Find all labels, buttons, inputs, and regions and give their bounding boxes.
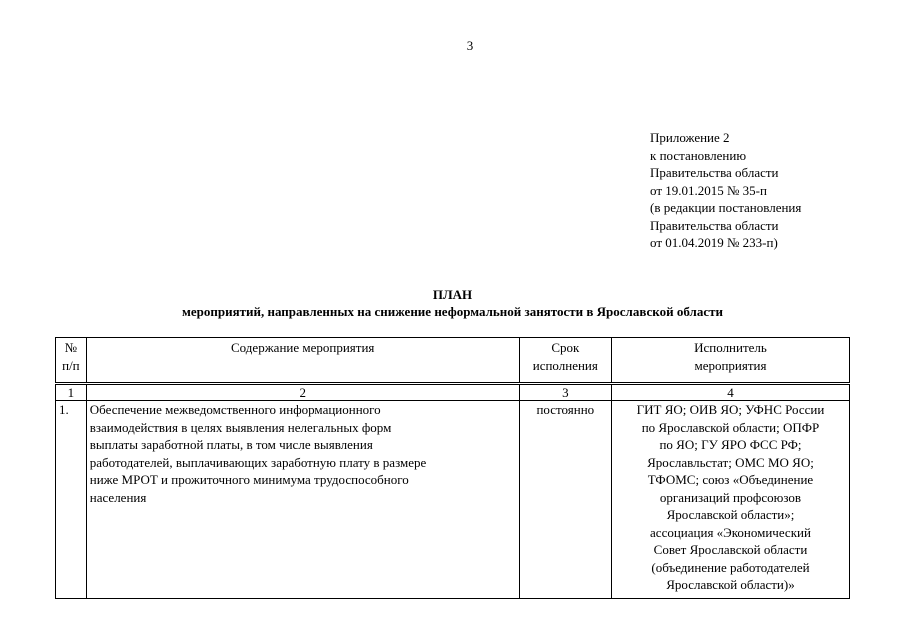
row-content: Обеспечение межведомственного информационного взаимодействия в целях выявления нелегальных форм выплаты заработной платы, в том числе выявления работодателей, выплачивающих заработную плату в размере ниже МРОТ и прожиточного минимума трудоспособного населения — [86, 401, 519, 599]
appendix-line: от 01.04.2019 № 233-п) — [650, 235, 778, 250]
appendix-line: Приложение 2 — [650, 130, 730, 145]
row-executor: ГИТ ЯО; ОИВ ЯО; УФНС России по Ярославской области; ОПФР по ЯО; ГУ ЯРО ФСС РФ; Ярославльстат; ОМС МО ЯО; ТФОМС; союз «Объединение организаций профсоюзов Ярославской области»; ассоциация «Экономический Совет Ярославской области (объединение работодателей Ярославской области)» — [611, 401, 849, 599]
column-number: 1 — [56, 384, 87, 401]
header-content: Содержание мероприятия — [86, 338, 519, 384]
header-executor: Исполнитель мероприятия — [611, 338, 849, 384]
column-number: 2 — [86, 384, 519, 401]
plan-table — [55, 337, 850, 599]
appendix-line: (в редакции постановления — [650, 200, 802, 215]
appendix-block — [650, 129, 801, 252]
column-number: 4 — [611, 384, 849, 401]
appendix-line: Правительства области — [650, 165, 779, 180]
appendix-line: от 19.01.2015 № 35-п — [650, 182, 767, 198]
appendix-line: Правительства области — [650, 217, 779, 233]
header-num: № п/п — [56, 338, 87, 384]
row-number: 1. — [56, 401, 87, 599]
document-subtitle: мероприятий, направленных на снижение неформальной занятости в Ярославской области — [182, 304, 723, 319]
page-number: 3 — [466, 38, 474, 53]
column-number-row — [56, 384, 850, 401]
header-term: Срок исполнения — [519, 338, 611, 384]
appendix-line: к постановлению — [650, 147, 747, 163]
table-header-row — [56, 338, 850, 384]
document-title: ПЛАН — [432, 287, 473, 302]
row-term: постоянно — [519, 401, 611, 599]
column-number: 3 — [519, 384, 611, 401]
table-row — [56, 401, 850, 599]
